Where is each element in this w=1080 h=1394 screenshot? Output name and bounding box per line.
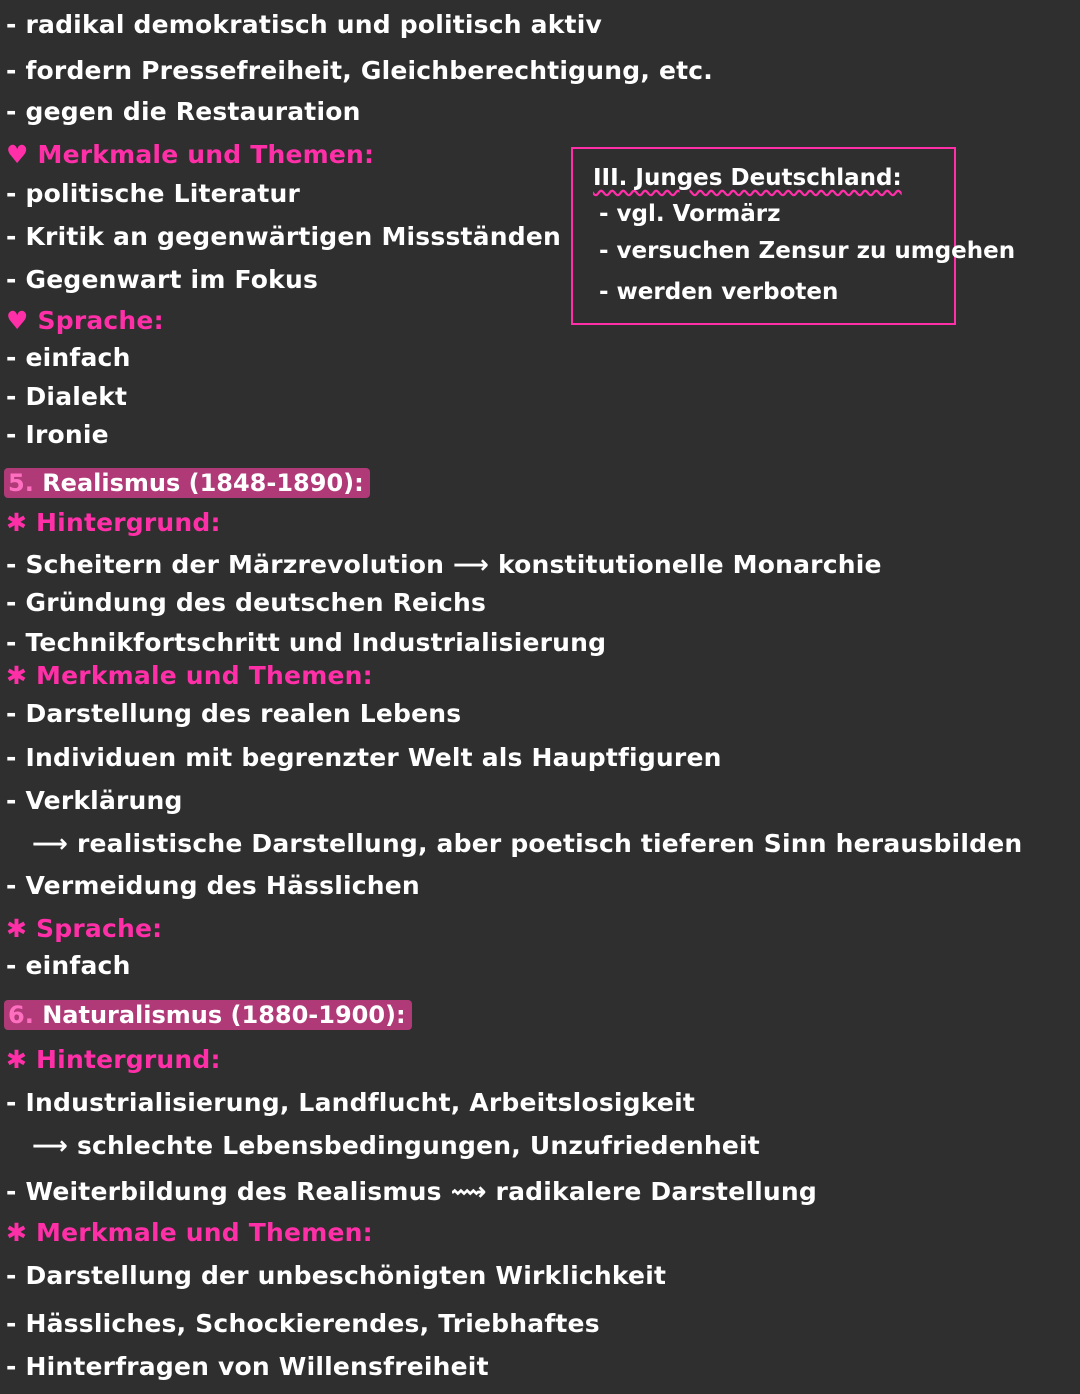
realismus-sprache-item: - einfach: [6, 951, 131, 980]
naturalismus-hintergrund-subitem: ⟶ schlechte Lebensbedingungen, Unzufriedenheit: [32, 1131, 760, 1160]
vormaerz-merkmale-item: - Kritik an gegenwärtigen Missständen: [6, 222, 561, 251]
naturalismus-number: 6.: [8, 1001, 34, 1029]
naturalismus-hintergrund-item: - Weiterbildung des Realismus ⟿ radikalere Darstellung: [6, 1177, 817, 1206]
junges-deutschland-title: III. Junges Deutschland:: [593, 165, 902, 191]
junges-deutschland-item: - werden verboten: [599, 279, 839, 305]
vormaerz-sprache-heading: ♥ Sprache:: [6, 306, 164, 335]
realismus-merkmale-subitem: ⟶ realistische Darstellung, aber poetisch tieferen Sinn herausbilden: [32, 829, 1023, 858]
vormaerz-sprache-item: - Dialekt: [6, 382, 128, 411]
naturalismus-hintergrund-item: - Industrialisierung, Landflucht, Arbeitslosigkeit: [6, 1088, 695, 1117]
vormaerz-item: - radikal demokratisch und politisch aktiv: [6, 10, 602, 39]
vormaerz-sprache-item: - einfach: [6, 343, 131, 372]
vormaerz-item: - gegen die Restauration: [6, 97, 361, 126]
realismus-hintergrund-heading: ✱ Hintergrund:: [6, 508, 221, 537]
vormaerz-merkmale-item: - Gegenwart im Fokus: [6, 265, 319, 294]
realismus-sprache-heading: ✱ Sprache:: [6, 914, 163, 943]
realismus-merkmale-heading: ✱ Merkmale und Themen:: [6, 661, 373, 690]
junges-deutschland-box: [571, 147, 1016, 325]
realismus-hintergrund-item: - Scheitern der Märzrevolution ⟶ konstitutionelle Monarchie: [6, 550, 882, 579]
naturalismus-title: Naturalismus (1880-1900):: [42, 1001, 406, 1029]
realismus-merkmale-item: - Darstellung des realen Lebens: [6, 699, 462, 728]
naturalismus-merkmale-item: - Darstellung der unbeschönigten Wirklichkeit: [6, 1261, 667, 1290]
naturalismus-merkmale-item: - Hässliches, Schockierendes, Triebhaftes: [6, 1309, 600, 1338]
realismus-title: Realismus (1848-1890):: [42, 469, 364, 497]
naturalismus-merkmale-heading: ✱ Merkmale und Themen:: [6, 1218, 373, 1247]
vormaerz-merkmale-item: - politische Literatur: [6, 179, 301, 208]
realismus-hintergrund-item: - Technikfortschritt und Industrialisierung: [6, 628, 607, 657]
realismus-number: 5.: [8, 469, 34, 497]
realismus-hintergrund-item: - Gründung des deutschen Reichs: [6, 588, 487, 617]
realismus-merkmale-item: - Individuen mit begrenzter Welt als Hauptfiguren: [6, 743, 722, 772]
naturalismus-merkmale-item: - Hinterfragen von Willensfreiheit: [6, 1352, 489, 1381]
realismus-merkmale-item: - Vermeidung des Hässlichen: [6, 871, 420, 900]
realismus-merkmale-item: - Verklärung: [6, 786, 183, 815]
vormaerz-item: - fordern Pressefreiheit, Gleichberechtigung, etc.: [6, 56, 713, 85]
junges-deutschland-item: - versuchen Zensur zu umgehen: [599, 238, 1016, 264]
naturalismus-hintergrund-heading: ✱ Hintergrund:: [6, 1045, 221, 1074]
vormaerz-sprache-item: - Ironie: [6, 420, 109, 449]
junges-deutschland-item: - vgl. Vormärz: [599, 201, 781, 227]
naturalismus-section-heading: [4, 1000, 412, 1030]
realismus-section-heading: [4, 468, 370, 498]
vormaerz-merkmale-heading: ♥ Merkmale und Themen:: [6, 140, 375, 169]
